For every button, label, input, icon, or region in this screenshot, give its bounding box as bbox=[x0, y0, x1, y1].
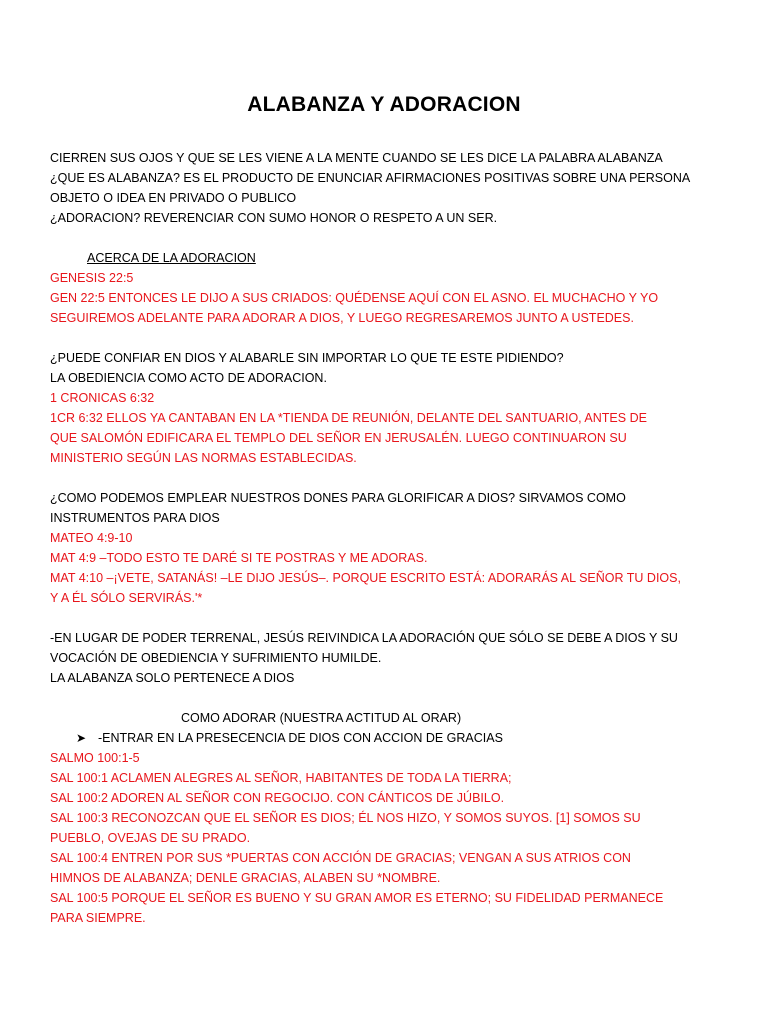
body-line: ¿COMO PODEMOS EMPLEAR NUESTROS DONES PARA GLORIFICAR A DIOS? SIRVAMOS COMO bbox=[50, 491, 626, 505]
page-title: ALABANZA Y ADORACION bbox=[247, 93, 521, 116]
scripture-verse-line: PUEBLO, OVEJAS DE SU PRADO. bbox=[50, 831, 251, 845]
body-line: INSTRUMENTOS PARA DIOS bbox=[50, 511, 220, 525]
scripture-verse-line: SAL 100:2 ADOREN AL SEÑOR CON REGOCIJO. CON CÁNTICOS DE JÚBILO. bbox=[50, 791, 505, 805]
scripture-reference: GENESIS 22:5 bbox=[50, 271, 134, 285]
scripture-verse-line: 1CR 6:32 ELLOS YA CANTABAN EN LA *TIENDA DE REUNIÓN, DELANTE DEL SANTUARIO, ANTES DE bbox=[50, 411, 647, 425]
scripture-verse-line: SEGUIREMOS ADELANTE PARA ADORAR A DIOS, Y LUEGO REGRESAREMOS JUNTO A USTEDES. bbox=[50, 311, 634, 325]
intro-line: ¿ADORACION? REVERENCIAR CON SUMO HONOR O RESPETO A UN SER. bbox=[50, 211, 498, 225]
arrow-bullet-icon: ➤ bbox=[76, 731, 87, 745]
spacer bbox=[50, 328, 740, 348]
scripture-verse-line: PARA SIEMPRE. bbox=[50, 911, 146, 925]
body-line: LA ALABANZA SOLO PERTENECE A DIOS bbox=[50, 671, 295, 685]
scripture-verse-line: GEN 22:5 ENTONCES LE DIJO A SUS CRIADOS: QUÉDENSE AQUÍ CON EL ASNO. EL MUCHACHO Y YO bbox=[50, 291, 659, 305]
scripture-verse-line: QUE SALOMÓN EDIFICARA EL TEMPLO DEL SEÑOR EN JERUSALÉN. LUEGO CONTINUARON SU bbox=[50, 431, 627, 445]
scripture-verse-line: Y A ÉL SÓLO SERVIRÁS.'* bbox=[50, 591, 203, 605]
bullet-text: -ENTRAR EN LA PRESECENCIA DE DIOS CON ACCION DE GRACIAS bbox=[98, 731, 503, 745]
intro-line: OBJETO O IDEA EN PRIVADO O PUBLICO bbox=[50, 191, 297, 205]
scripture-reference: 1 CRONICAS 6:32 bbox=[50, 391, 155, 405]
scripture-verse-line: MAT 4:10 –¡VETE, SATANÁS! –LE DIJO JESÚS–. PORQUE ESCRITO ESTÁ: ADORARÁS AL SEÑOR TU DIOS, bbox=[50, 571, 681, 585]
scripture-verse-line: SAL 100:4 ENTREN POR SUS *PUERTAS CON ACCIÓN DE GRACIAS; VENGAN A SUS ATRIOS CON bbox=[50, 851, 631, 865]
intro-line: CIERREN SUS OJOS Y QUE SE LES VIENE A LA MENTE CUANDO SE LES DICE LA PALABRA ALABANZA bbox=[50, 151, 663, 165]
scripture-verse-line: SAL 100:1 ACLAMEN ALEGRES AL SEÑOR, HABITANTES DE TODA LA TIERRA; bbox=[50, 771, 512, 785]
scripture-verse-line: HIMNOS DE ALABANZA; DENLE GRACIAS, ALABEN SU *NOMBRE. bbox=[50, 871, 441, 885]
spacer bbox=[50, 228, 740, 248]
section-heading-acerca: ACERCA DE LA ADORACION bbox=[87, 251, 256, 265]
body-line: VOCACIÓN DE OBEDIENCIA Y SUFRIMIENTO HUMILDE. bbox=[50, 651, 382, 665]
spacer bbox=[50, 688, 740, 708]
bullet-item bbox=[50, 728, 740, 748]
scripture-verse-line: MINISTERIO SEGÚN LAS NORMAS ESTABLECIDAS. bbox=[50, 451, 357, 465]
body-line: LA OBEDIENCIA COMO ACTO DE ADORACION. bbox=[50, 371, 327, 385]
body-line: -EN LUGAR DE PODER TERRENAL, JESÚS REIVINDICA LA ADORACIÓN QUE SÓLO SE DEBE A DIOS Y SU bbox=[50, 631, 678, 645]
document-body bbox=[50, 148, 740, 928]
body-line: ¿PUEDE CONFIAR EN DIOS Y ALABARLE SIN IMPORTAR LO QUE TE ESTE PIDIENDO? bbox=[50, 351, 564, 365]
scripture-verse-line: MAT 4:9 –TODO ESTO TE DARÉ SI TE POSTRAS Y ME ADORAS. bbox=[50, 551, 428, 565]
scripture-verse-line: SAL 100:3 RECONOZCAN QUE EL SEÑOR ES DIOS; ÉL NOS HIZO, Y SOMOS SUYOS. [1] SOMOS SU bbox=[50, 811, 641, 825]
scripture-reference: MATEO 4:9-10 bbox=[50, 531, 133, 545]
scripture-verse-line: SAL 100:5 PORQUE EL SEÑOR ES BUENO Y SU GRAN AMOR ES ETERNO; SU FIDELIDAD PERMANECE bbox=[50, 891, 664, 905]
intro-line: ¿QUE ES ALABANZA? ES EL PRODUCTO DE ENUNCIAR AFIRMACIONES POSITIVAS SOBRE UNA PERSONA bbox=[50, 171, 691, 185]
scripture-reference: SALMO 100:1-5 bbox=[50, 751, 140, 765]
section-heading-como-adorar: COMO ADORAR (NUESTRA ACTITUD AL ORAR) bbox=[181, 711, 462, 725]
spacer bbox=[50, 468, 740, 488]
spacer bbox=[50, 608, 740, 628]
